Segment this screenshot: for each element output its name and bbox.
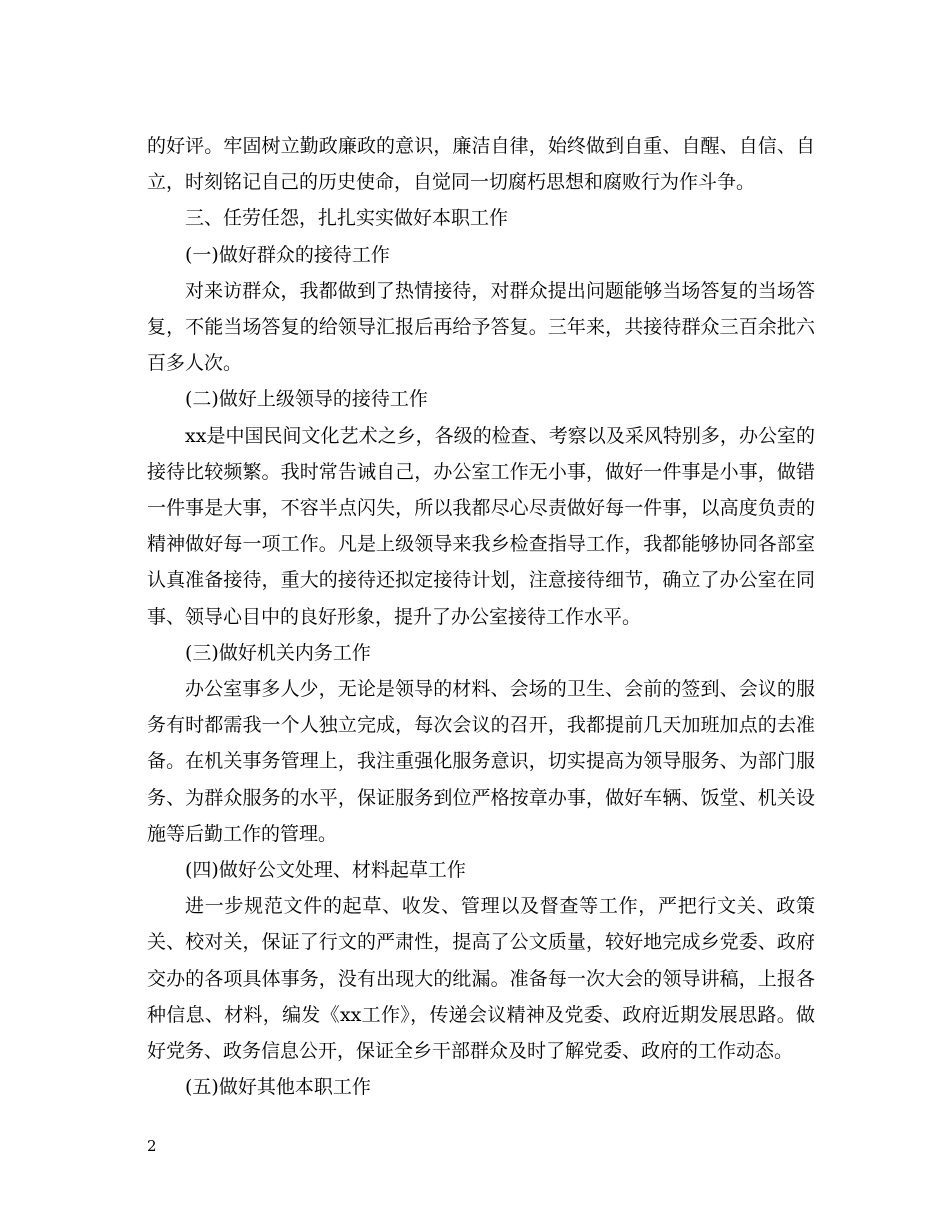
subsection-heading-1: (一)做好群众的接待工作 [185,243,390,266]
subsection-heading-4: (四)做好公文处理、材料起草工作 [185,859,466,882]
section-heading-3: 三、任劳任怨，扎扎实实做好本职工作 [185,207,509,230]
paragraph-reception-leaders: xx是中国民间文化艺术之乡，各级的检查、考察以及采风特别多，办公室的接待比较频繁。我时常告诫自己，办公室工作无小事，做好一件事是小事，做错一件事是大事，不容半点闪失，所以我都尽心尽责做好每一件事，以高度负责的精神做好每一项工作。凡是上级领导来我乡检查指导工作，我都能够协同各部室认真准备接待，重大的接待还拟定接待计划，注意接待细节，确立了办公室在同事、领导心目中的良好形象，提升了办公室接待工作水平。 [147,424,815,628]
paragraph-internal-affairs: 办公室事多人少，无论是领导的材料、会场的卫生、会前的签到、会议的服务有时都需我一个人独立完成，每次会议的召开，我都提前几天加班加点的去准备。在机关事务管理上，我注重强化服务意识，切实提高为领导服务、为部门服务、为群众服务的水平，保证服务到位严格按章办事，做好车辆、饭堂、机关设施等后勤工作的管理。 [147,678,815,845]
paragraph-reception-public: 对来访群众，我都做到了热情接待，对群众提出问题能够当场答复的当场答复，不能当场答复的给领导汇报后再给予答复。三年来，共接待群众三百余批六百多人次。 [147,279,815,375]
subsection-heading-5: (五)做好其他本职工作 [185,1076,371,1099]
page-number: 2 [147,1137,157,1155]
document-body [147,128,815,1105]
subsection-heading-2: (二)做好上级领导的接待工作 [185,388,428,411]
paragraph-document-drafting: 进一步规范文件的起草、收发、管理以及督查等工作，严把行文关、政策关、校对关，保证了行文的严肃性，提高了公文质量，较好地完成乡党委、政府交办的各项具体事务，没有出现大的纰漏。准备每一次大会的领导讲稿，上报各种信息、材料，编发《xx工作》，传递会议精神及党委、政府近期发展思路。做好党务、政务信息公开，保证全乡干部群众及时了解党委、政府的工作动态。 [147,895,815,1063]
paragraph-continuation: 的好评。牢固树立勤政廉政的意识，廉洁自律，始终做到自重、自醒、自信、自立，时刻铭记自己的历史使命，自觉同一切腐朽思想和腐败行为作斗争。 [147,135,815,194]
subsection-heading-3: (三)做好机关内务工作 [185,641,371,664]
